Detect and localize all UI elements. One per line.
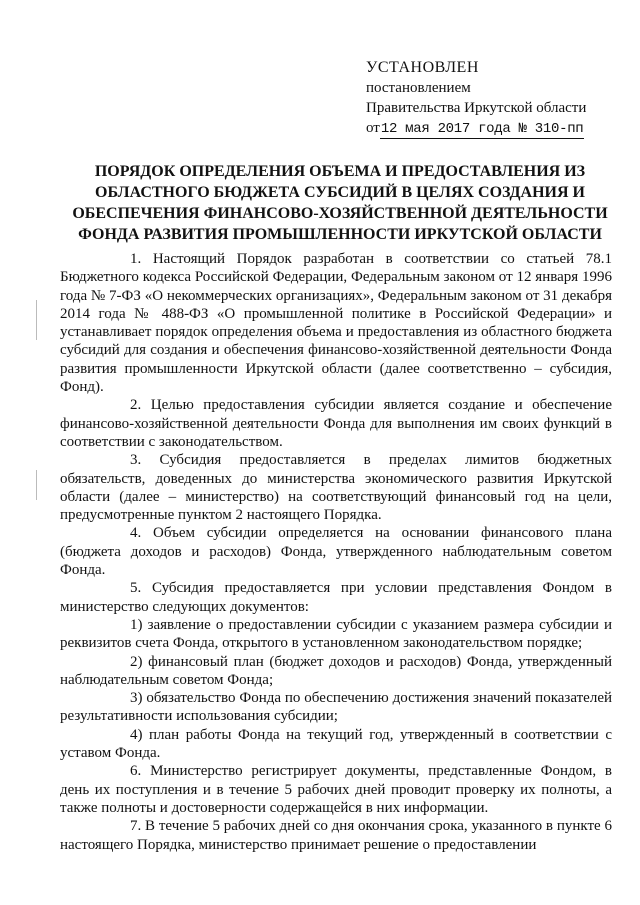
paragraph: 7. В течение 5 рабочих дней со дня окончания срока, указанного в пункте 6 настоящего Порядка, министерство принимает решение о предоставлении: [60, 818, 612, 853]
paragraph: 3. Субсидия предоставляется в пределах лимитов бюджетных обязательств, доведенных до министерства экономического развития Иркутской области (далее – министерство) на соответствующий финансовый год на цели, предусмотренные пунктом 2 настоящего Порядка.: [60, 452, 612, 524]
paragraph: 4. Объем субсидии определяется на основании финансового плана (бюджета доходов и расходов) Фонда, утвержденного наблюдательным советом Фонда.: [60, 525, 612, 579]
list-item: 4) план работы Фонда на текущий год, утвержденный в соответствии с уставом Фонда.: [60, 726, 612, 762]
approval-by: постановлением: [366, 80, 471, 96]
list-item: 3) обязательство Фонда по обеспечению достижения значений показателей результативности использования субсидии;: [60, 690, 612, 725]
document-body: [60, 250, 612, 854]
approval-date-line: [366, 118, 606, 139]
approval-heading: УСТАНОВЛЕН: [366, 59, 479, 76]
document-title: ПОРЯДОК ОПРЕДЕЛЕНИЯ ОБЪЕМА И ПРЕДОСТАВЛЕНИЯ ИЗ ОБЛАСТНОГО БЮДЖЕТА СУБСИДИЙ В ЦЕЛЯХ СОЗДАНИЯ И ОБЕСПЕЧЕНИЯ ФИНАНСОВО-ХОЗЯЙСТВЕННОЙ ДЕЯТЕЛЬНОСТИ ФОНДА РАЗВИТИЯ ПРОМЫШЛЕННОСТИ ИРКУТСКОЙ ОБЛАСТИ: [72, 163, 608, 243]
paragraph: 5. Субсидия предоставляется при условии представления Фондом в министерство следующих документов:: [60, 580, 612, 615]
paragraph: 1. Настоящий Порядок разработан в соответствии со статьей 78.1 Бюджетного кодекса Российской Федерации, Федеральным законом от 12 января 1996 года № 7-ФЗ «О некоммерческих организациях», Федеральным законом от 31 декабря 2014 года № 488-ФЗ «О промышленной политике в Российской Федерации» и устанавливает порядок определения объема и предоставления из областного бюджета субсидий для создания и обеспечения финансово-хозяйственной деятельности Фонда развития промышленности Иркутской области (далее соответственно – субсидия, Фонд).: [60, 251, 612, 396]
list-item: 2) финансовый план (бюджет доходов и расходов) Фонда, утвержденный наблюдательным советом Фонда;: [60, 653, 612, 688]
scan-margin-mark: [36, 470, 37, 500]
paragraph: 6. Министерство регистрирует документы, представленные Фондом, в день их поступления и в течение 5 рабочих дней проводит проверку их полноты, а также полноты и достоверности содержащейся в них информации.: [60, 763, 612, 816]
paragraph: 2. Целью предоставления субсидии является создание и обеспечение финансово-хозяйственной деятельности Фонда для выполнения им своих функций в соответствии с законодательством.: [60, 397, 612, 450]
scan-margin-mark: [36, 300, 37, 340]
approval-stamp: [366, 58, 606, 139]
list-item: 1) заявление о предоставлении субсидии с указанием размера субсидии и реквизитов счета Фонда, открытого в установленном законодательством порядке;: [60, 616, 612, 652]
approval-authority: Правительства Иркутской области: [366, 100, 587, 116]
date-prefix: от: [366, 120, 380, 136]
date-value: 12 мая 2017 года № 310-пп: [380, 121, 584, 137]
